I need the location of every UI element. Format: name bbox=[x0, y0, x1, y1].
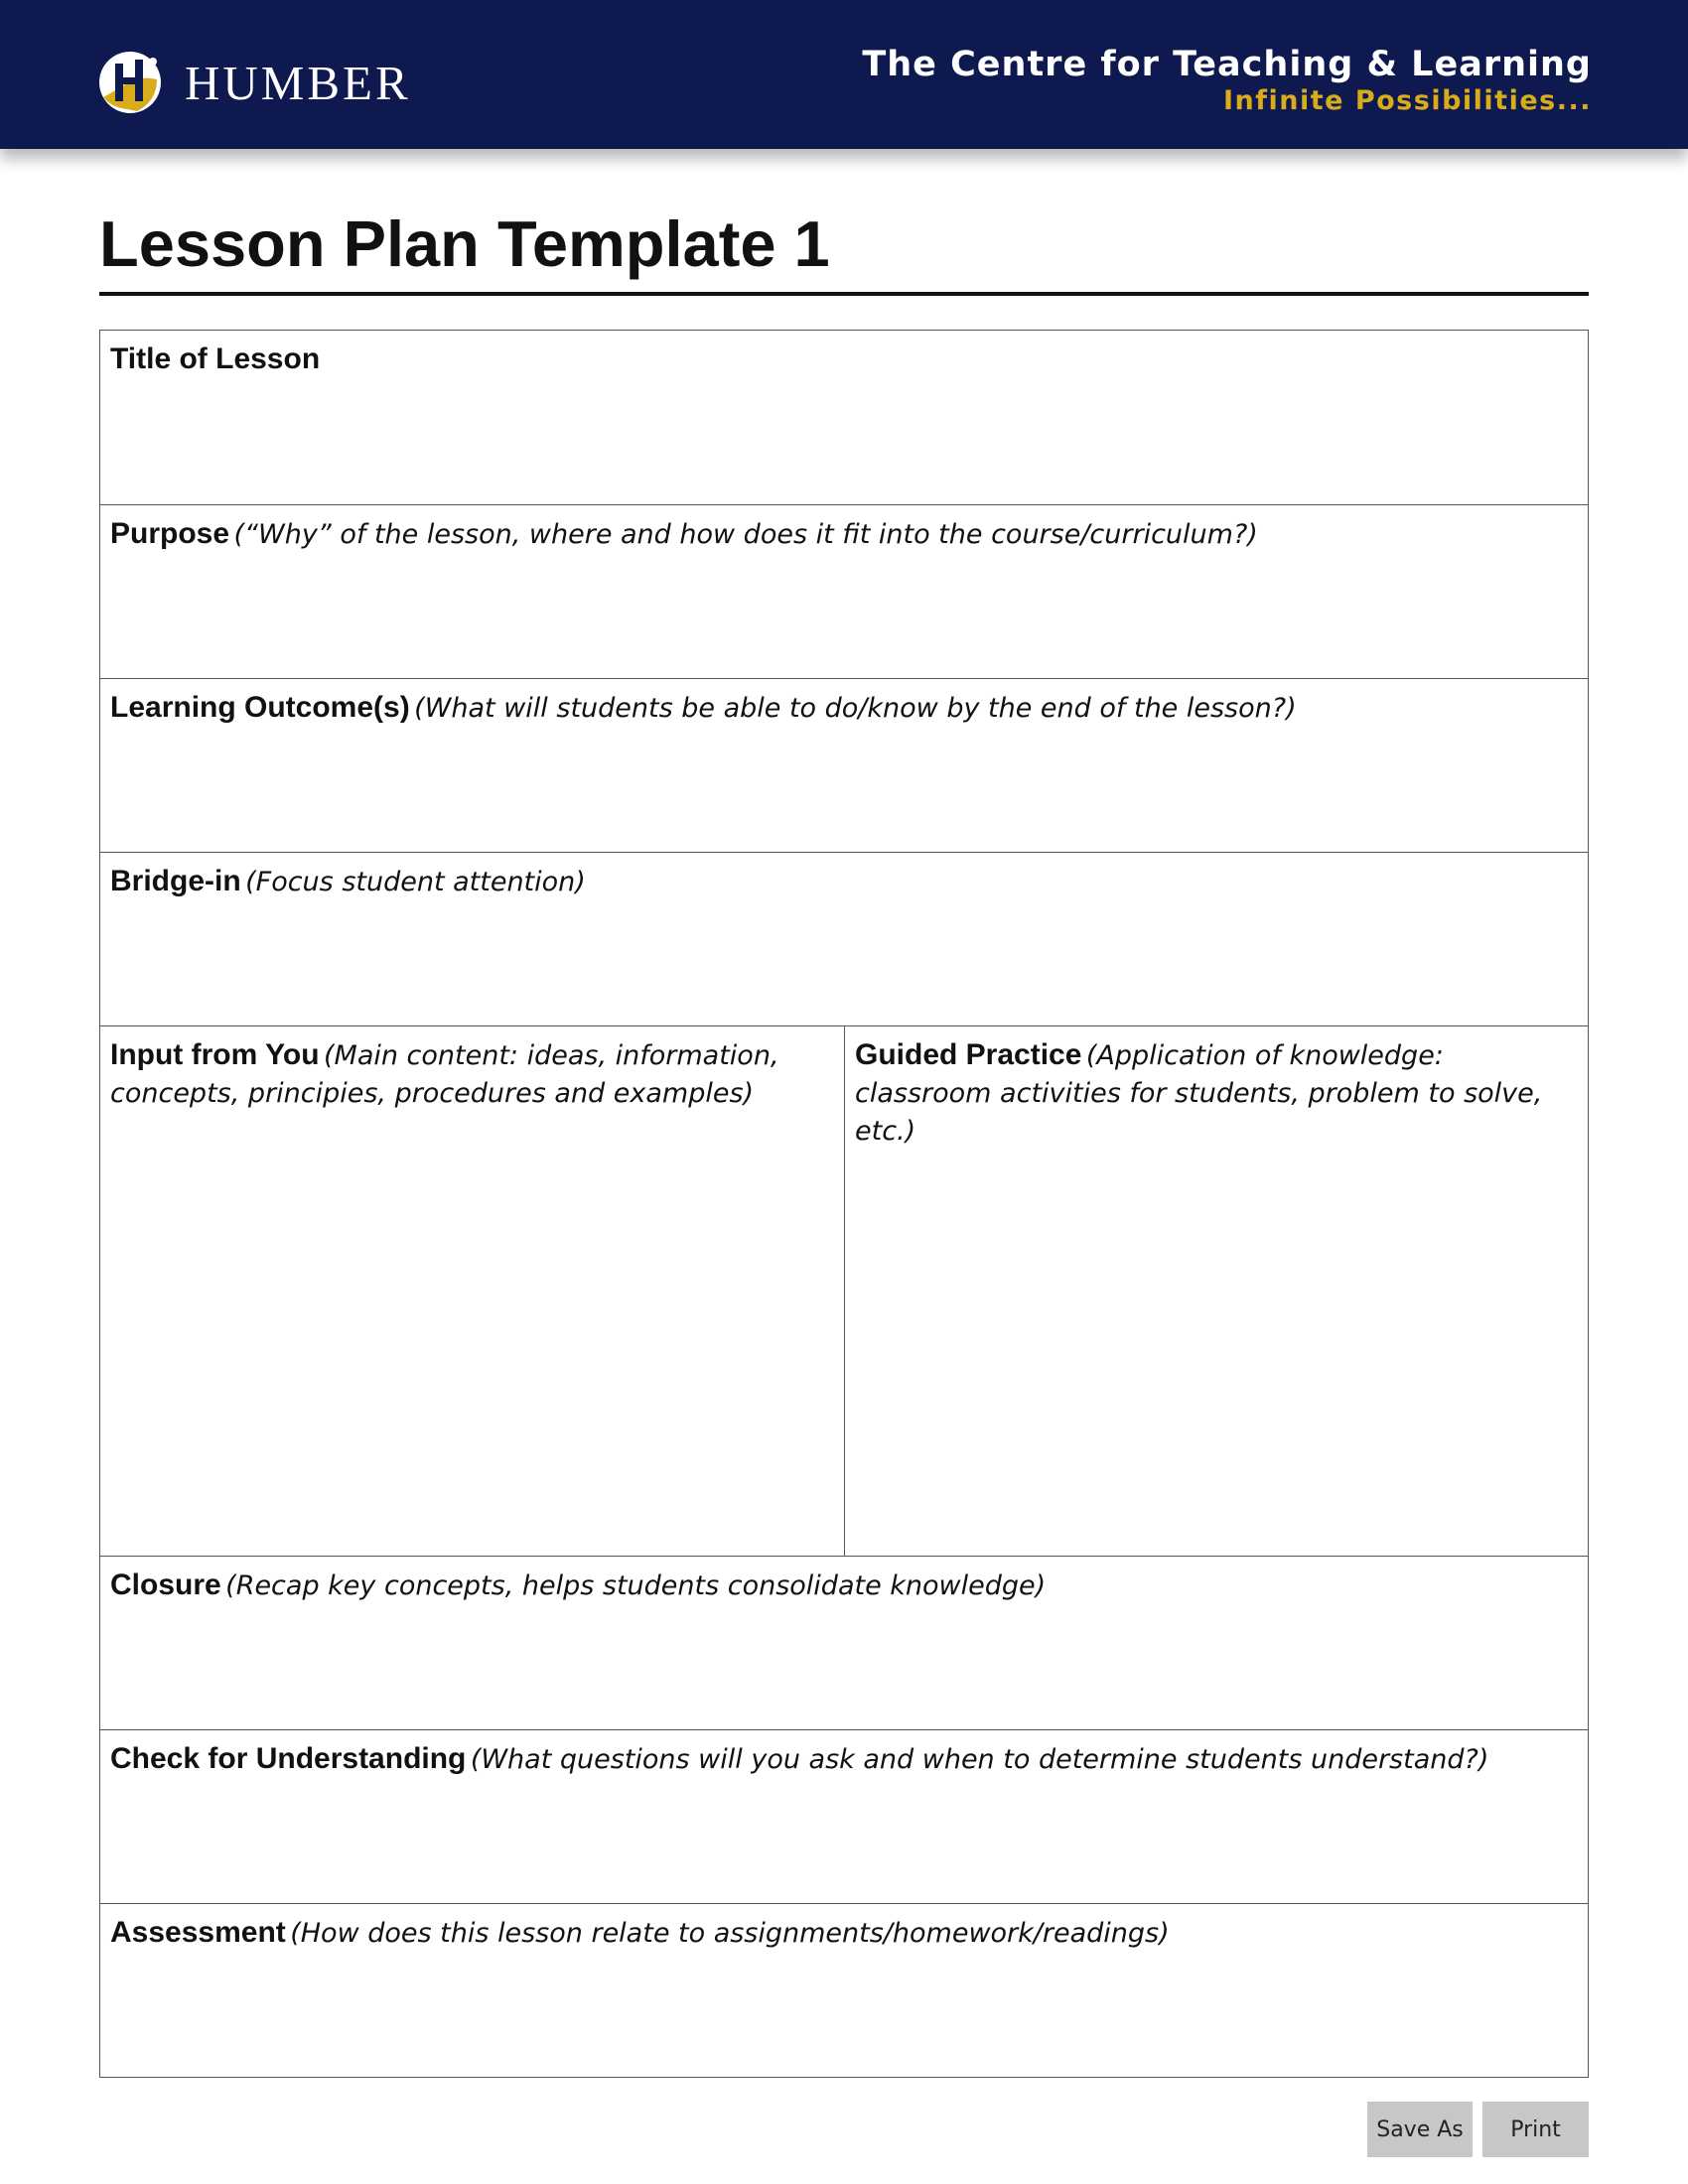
title-divider bbox=[99, 292, 1589, 296]
check-for-understanding-label: Check for Understanding bbox=[110, 1742, 467, 1775]
guided-practice-label: Guided Practice bbox=[855, 1038, 1082, 1071]
logo-wordmark: HUMBER bbox=[185, 55, 411, 110]
check-for-understanding-header bbox=[100, 1730, 1588, 1793]
print-button[interactable]: Print bbox=[1482, 2102, 1589, 2157]
bridge-in-hint: (Focus student attention) bbox=[245, 867, 586, 897]
humber-logo bbox=[97, 50, 411, 115]
header-banner bbox=[0, 0, 1688, 149]
purpose-label: Purpose bbox=[110, 517, 230, 550]
row-title-of-lesson bbox=[100, 331, 1588, 504]
learning-outcomes-label: Learning Outcome(s) bbox=[110, 691, 410, 724]
input-from-you-cell[interactable] bbox=[100, 1026, 844, 1556]
closure-field[interactable] bbox=[110, 1612, 1578, 1721]
check-for-understanding-hint: (What questions will you ask and when to determine students understand?) bbox=[470, 1744, 1489, 1775]
centre-tagline: Infinite Possibilities... bbox=[1222, 85, 1592, 116]
assessment-field[interactable] bbox=[110, 1960, 1578, 2069]
purpose-hint: (“Why” of the lesson, where and how does it fit into the course/curriculum?) bbox=[233, 519, 1258, 550]
title-of-lesson-label: Title of Lesson bbox=[110, 342, 321, 375]
bridge-in-header bbox=[100, 853, 1588, 915]
closure-label: Closure bbox=[110, 1569, 221, 1601]
assessment-header bbox=[100, 1904, 1588, 1967]
guided-practice-cell[interactable] bbox=[844, 1026, 1588, 1556]
input-from-you-hint: (Main content: ideas, information, concepts, principies, procedures and examples) bbox=[110, 1040, 779, 1109]
purpose-field[interactable] bbox=[110, 561, 1578, 670]
closure-header bbox=[100, 1557, 1588, 1619]
humber-h-icon bbox=[97, 50, 163, 115]
centre-heading bbox=[862, 44, 1592, 117]
assessment-label: Assessment bbox=[110, 1916, 286, 1949]
row-purpose bbox=[100, 504, 1588, 678]
closure-hint: (Recap key concepts, helps students consolidate knowledge) bbox=[225, 1570, 1047, 1601]
input-from-you-label: Input from You bbox=[110, 1038, 320, 1071]
learning-outcomes-field[interactable] bbox=[110, 735, 1578, 844]
row-input-and-practice bbox=[100, 1025, 1588, 1556]
guided-practice-hint: (Application of knowledge: classroom activities for students, problem to solve, etc.) bbox=[855, 1040, 1543, 1147]
purpose-header bbox=[100, 505, 1588, 568]
form-actions bbox=[1367, 2102, 1589, 2157]
row-bridge-in bbox=[100, 852, 1588, 1025]
bridge-in-label: Bridge-in bbox=[110, 865, 241, 897]
centre-title: The Centre for Teaching & Learning bbox=[862, 45, 1592, 84]
row-learning-outcomes bbox=[100, 678, 1588, 852]
save-as-button[interactable]: Save As bbox=[1367, 2102, 1473, 2157]
assessment-hint: (How does this lesson relate to assignments/homework/readings) bbox=[290, 1918, 1170, 1949]
title-of-lesson-header bbox=[100, 331, 1588, 393]
learning-outcomes-hint: (What will students be able to do/know by the end of the lesson?) bbox=[414, 693, 1297, 724]
page-title: Lesson Plan Template 1 bbox=[99, 207, 830, 280]
check-for-understanding-field[interactable] bbox=[110, 1786, 1578, 1895]
row-assessment bbox=[100, 1903, 1588, 2077]
learning-outcomes-header bbox=[100, 679, 1588, 742]
row-check-for-understanding bbox=[100, 1729, 1588, 1903]
title-of-lesson-field[interactable] bbox=[110, 386, 1578, 496]
bridge-in-field[interactable] bbox=[110, 908, 1578, 1018]
row-closure bbox=[100, 1556, 1588, 1729]
lesson-plan-form bbox=[99, 330, 1589, 2078]
